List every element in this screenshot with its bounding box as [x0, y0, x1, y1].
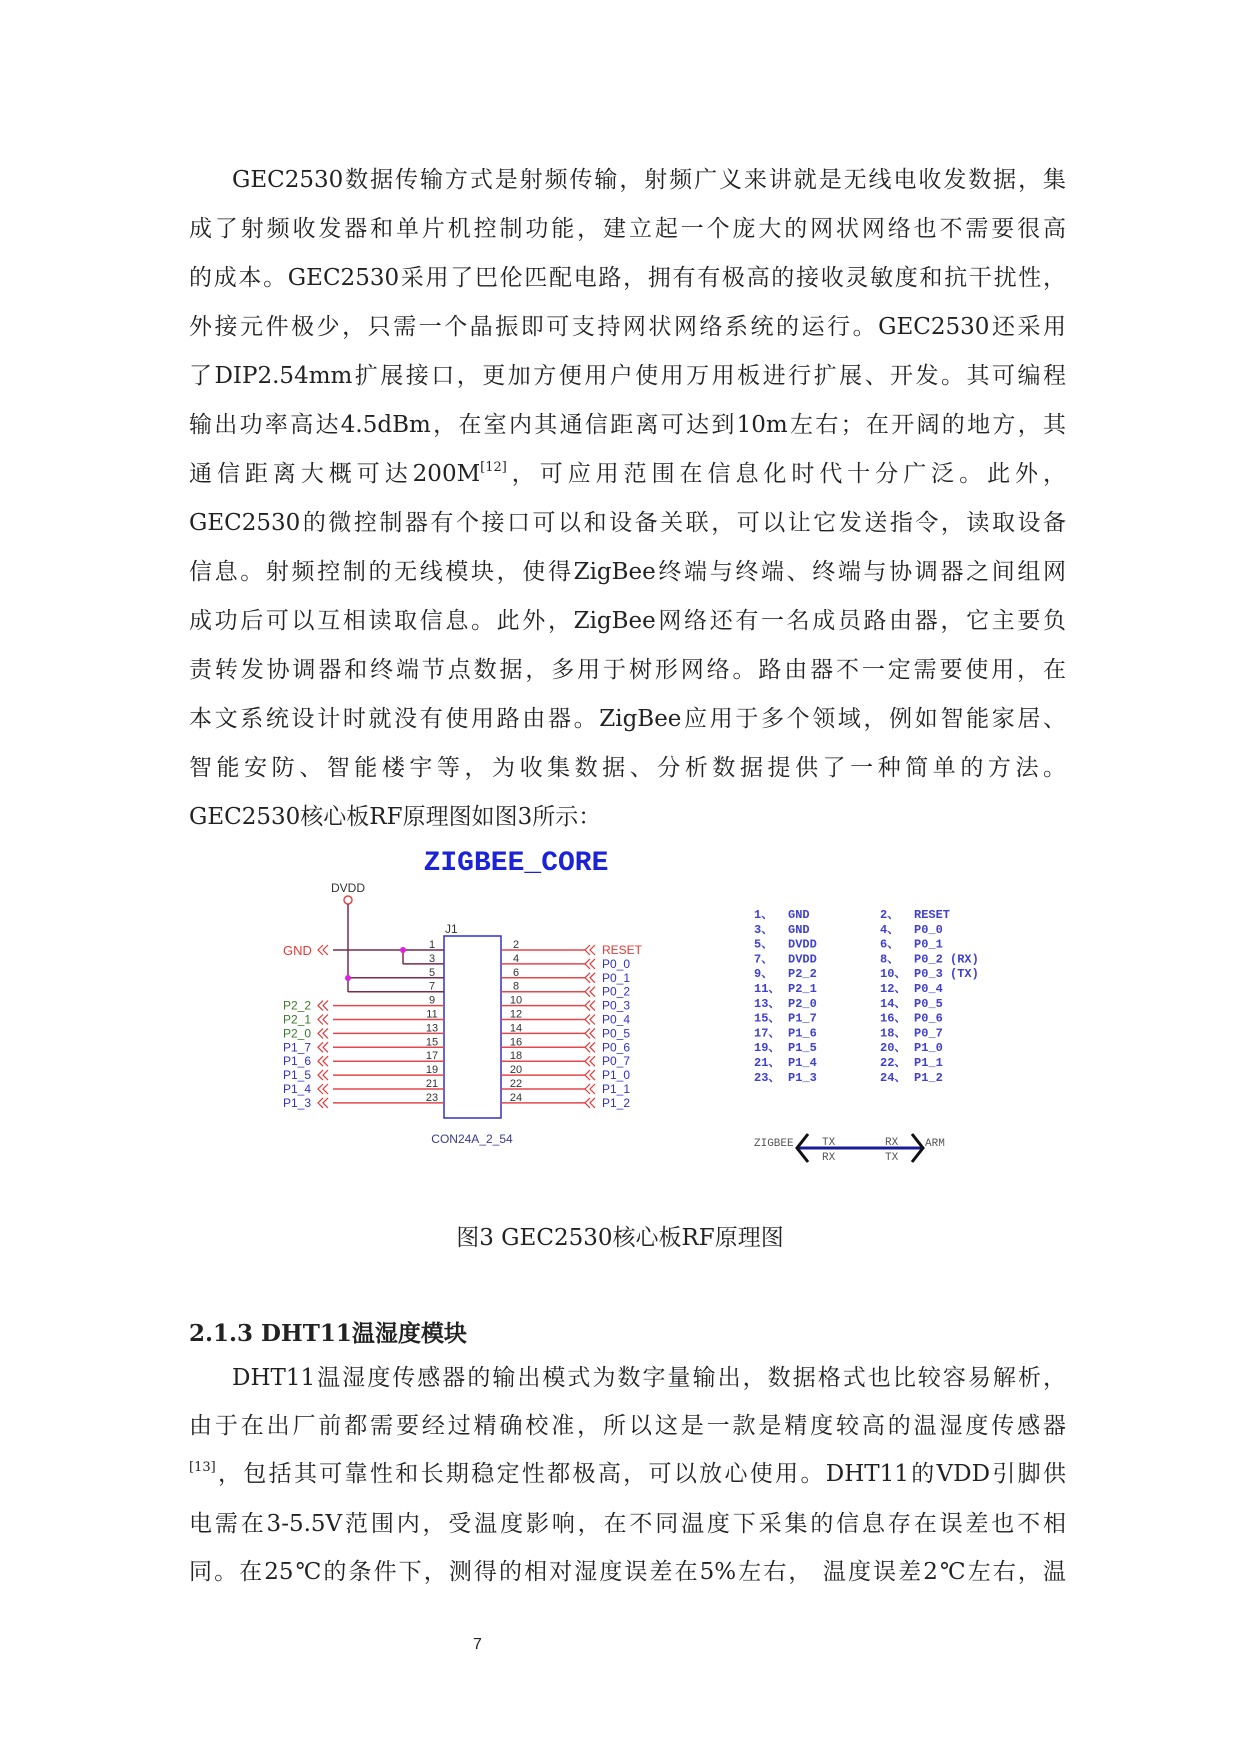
paragraph-line: 本文系统设计时就没有使用路由器。ZigBee应用于多个领域，例如智能家居、	[189, 706, 1066, 732]
net-label: P0_0	[602, 956, 631, 971]
net-label: P0_4	[602, 1012, 631, 1027]
pin-table-cell: 16、	[880, 1011, 907, 1026]
net-port-icon	[318, 1028, 328, 1038]
net-port-icon	[585, 1015, 595, 1025]
pin-table-cell: 2、	[880, 908, 900, 922]
paragraph-line: DHT11温湿度传感器的输出模式为数字量输出，数据格式也比较容易解析，	[232, 1365, 1066, 1391]
pin-number: 2	[512, 939, 520, 951]
pin-table-cell: 13、	[754, 996, 781, 1011]
net-label: P0_6	[602, 1040, 631, 1055]
pin-number: 8	[512, 980, 520, 993]
arm-label: ARM	[925, 1138, 945, 1150]
pin-table-cell: P1_6	[788, 1026, 817, 1041]
pin-table-cell: 11、	[754, 982, 781, 996]
net-label: P2_1	[283, 1012, 312, 1027]
dvdd-label: DVDD	[330, 881, 366, 895]
pin-number: 6	[512, 966, 520, 979]
paragraph-line: 成功后可以互相读取信息。此外，ZigBee网络还有一名成员路由器，它主要负	[189, 608, 1066, 634]
net-port-icon	[585, 987, 595, 997]
net-port-icon	[585, 1042, 595, 1052]
pin-table-cell: P2_0	[788, 996, 817, 1011]
pin-table-cell: P1_7	[788, 1011, 817, 1026]
pin-number: 12	[509, 1008, 523, 1021]
tx-label: TX	[885, 1152, 899, 1164]
ref-designator: J1	[445, 922, 458, 936]
pin-table-cell: P0_3 (TX)	[914, 967, 979, 982]
pin-table-cell: 9、	[754, 967, 774, 982]
text: ，包括其可靠性和长期稳定性都极高，可以放心使用。DHT11的VDD引脚供	[215, 1461, 1066, 1487]
pin-table-cell: 7、	[754, 952, 774, 967]
paragraph-line	[189, 1459, 1066, 1489]
pin-table-cell: P1_3	[788, 1070, 817, 1085]
pin-table-cell: 17、	[754, 1026, 781, 1041]
net-port-icon	[585, 1070, 595, 1080]
pin-table-cell: 23、	[754, 1070, 781, 1085]
net-port-icon	[318, 1015, 328, 1025]
pin-number: 23	[425, 1091, 439, 1104]
part-label: CON24A_2_54	[431, 1132, 513, 1146]
pin-table-cell: 6、	[880, 937, 900, 952]
net-label: P1_5	[283, 1068, 312, 1083]
net-label: P0_2	[602, 984, 631, 999]
pin-table-cell: RESET	[914, 908, 951, 922]
pin-number: 7	[428, 980, 436, 993]
net-port-icon	[318, 1042, 328, 1052]
rx-label: RX	[885, 1137, 899, 1149]
pin-number: 22	[509, 1078, 523, 1090]
pin-number: 15	[425, 1036, 439, 1049]
net-label: P0_1	[602, 970, 631, 985]
rx-label: RX	[822, 1152, 836, 1164]
pin-table-cell: 5、	[754, 937, 774, 952]
paragraph-line: 责转发协调器和终端节点数据，多用于树形网络。路由器不一定需要使用，在	[189, 657, 1066, 683]
net-port-icon	[585, 973, 595, 983]
gnd-label: GND	[283, 943, 312, 958]
pin-table-cell: P0_0	[914, 922, 943, 937]
uart-link-diagram	[754, 1134, 945, 1164]
net-label: P2_2	[283, 998, 312, 1013]
citation: [13]	[189, 1460, 216, 1475]
pin-table-cell: P0_1	[914, 937, 943, 952]
tx-label: TX	[822, 1137, 836, 1149]
figure-caption: 图3 GEC2530核心板RF原理图	[456, 1225, 784, 1251]
paragraph-line: 外接元件极少，只需一个晶振即可支持网状网络系统的运行。GEC2530还采用	[189, 314, 1066, 340]
net-port-icon	[585, 1001, 595, 1011]
section-heading: 2.1.3 DHT11温湿度模块	[189, 1320, 467, 1347]
text: 通信距离大概可达200M	[189, 461, 481, 487]
net-port-icon	[318, 1070, 328, 1080]
figure-title: ZIGBEE_CORE	[423, 848, 609, 879]
junction-dot	[345, 975, 351, 981]
pin-table-cell: 19、	[754, 1041, 781, 1056]
junction-dot	[400, 947, 406, 953]
pin-table-cell: 18、	[880, 1026, 907, 1041]
pin-table-cell: P1_4	[788, 1056, 817, 1070]
net-label: P1_7	[283, 1040, 312, 1055]
pin-table-cell: 3、	[754, 922, 774, 937]
pin-table-cell: P1_2	[914, 1070, 943, 1085]
net-label: P1_2	[602, 1095, 631, 1110]
pin-table-cell: 20、	[880, 1041, 907, 1056]
pin-number: 14	[509, 1022, 523, 1035]
pin-number: 18	[509, 1050, 523, 1063]
paragraph-line: GEC2530数据传输方式是射频传输，射频广义来讲就是无线电收发数据，集	[232, 167, 1066, 193]
net-port-icon	[585, 1028, 595, 1038]
pin-table-cell: P1_0	[914, 1041, 943, 1056]
paragraph-line: 由于在出厂前都需要经过精确校准，所以这是一款是精度较高的温湿度传感器	[189, 1413, 1066, 1439]
net-label: P0_7	[602, 1054, 631, 1069]
net-port-icon	[318, 1084, 328, 1094]
pin-table-cell: P0_2 (RX)	[914, 952, 979, 967]
paragraph-line: GEC2530的微控制器有个接口可以和设备关联，可以让它发送指令，读取设备	[189, 510, 1066, 536]
pin-number: 5	[428, 966, 436, 979]
pin-table-cell: P0_5	[914, 996, 943, 1011]
paragraph-line: 输出功率高达4.5dBm，在室内其通信距离可达到10m左右；在开阔的地方，其	[189, 412, 1066, 438]
pin-table-cell: GND	[788, 908, 810, 922]
pin-table-cell: 8、	[880, 952, 900, 967]
paragraph-line: 了DIP2.54mm扩展接口，更加方便用户使用万用板进行扩展、开发。其可编程	[189, 363, 1066, 389]
pin-number: 19	[425, 1064, 439, 1077]
pin-table-cell: 22、	[880, 1056, 907, 1070]
pin-number: 11	[426, 1008, 438, 1021]
pin-table-cell: 12、	[880, 982, 907, 996]
pin-table-cell: P1_1	[914, 1056, 943, 1070]
net-port-icon	[318, 1056, 328, 1066]
pin-table-cell: 14、	[880, 996, 907, 1011]
net-port-icon	[585, 945, 595, 955]
net-label: P0_3	[602, 998, 631, 1013]
net-label: P2_0	[283, 1026, 312, 1041]
net-port-icon	[318, 945, 328, 955]
citation: [12]	[480, 460, 507, 475]
pin-number: 1	[428, 939, 436, 951]
net-label: P1_4	[283, 1082, 312, 1096]
pin-number: 3	[428, 952, 436, 965]
pin-number: 16	[509, 1036, 523, 1049]
paragraph-line: 电需在3-5.5V范围内，受温度影响，在不同温度下采集的信息存在误差也不相	[189, 1511, 1066, 1537]
paragraph-line: 同。在25℃的条件下，测得的相对湿度误差在5%左右， 温度误差2℃左右，温	[189, 1559, 1066, 1585]
paragraph-line: GEC2530核心板RF原理图如图3所示：	[189, 804, 602, 830]
pin-number: 21	[425, 1078, 439, 1090]
paragraph-line: 成了射频收发器和单片机控制功能，建立起一个庞大的网状网络也不需要很高	[189, 216, 1066, 242]
net-port-icon	[318, 1001, 328, 1011]
pin-table-cell: DVDD	[788, 937, 817, 952]
page-number: 7	[473, 1636, 482, 1653]
pin-table-cell: P2_2	[788, 967, 817, 982]
pin-table-cell: P1_5	[788, 1041, 817, 1056]
net-port-icon	[585, 959, 595, 969]
pin-table-cell: P0_6	[914, 1011, 943, 1026]
pin-table-cell: 21、	[754, 1056, 781, 1070]
pin-number: 20	[509, 1064, 523, 1077]
pin-table-cell: P2_1	[788, 982, 817, 996]
zigbee-label: ZIGBEE	[754, 1138, 794, 1150]
net-label: P1_1	[602, 1082, 631, 1096]
pin-table-cell: P0_7	[914, 1026, 943, 1041]
text: ，可应用范围在信息化时代十分广泛。此外，	[506, 461, 1066, 487]
net-label: P1_3	[283, 1095, 312, 1110]
pin-table-cell: 10、	[880, 967, 907, 982]
paragraph-line: 智能安防、智能楼宇等，为收集数据、分析数据提供了一种简单的方法。	[189, 755, 1066, 781]
pin-table-cell: 15、	[754, 1011, 781, 1026]
net-port-icon	[585, 1098, 595, 1108]
pin-table-cell: GND	[788, 922, 810, 937]
net-label: RESET	[602, 943, 643, 957]
pin-number: 10	[509, 994, 523, 1007]
net-port-icon	[318, 1098, 328, 1108]
net-port-icon	[585, 1084, 595, 1094]
pin-table-cell: P0_4	[914, 982, 943, 996]
pin-number: 9	[428, 994, 436, 1007]
pin-table-cell: 4、	[880, 922, 900, 937]
paragraph-line: 信息。射频控制的无线模块，使得ZigBee终端与终端、终端与协调器之间组网	[189, 559, 1066, 585]
pin-number: 13	[425, 1022, 439, 1035]
net-label: P0_5	[602, 1026, 631, 1041]
net-label: P1_0	[602, 1068, 631, 1083]
paragraph-line: 的成本。GEC2530采用了巴伦匹配电路，拥有有极高的接收灵敏度和抗干扰性，	[189, 265, 1066, 291]
pin-number: 24	[509, 1091, 523, 1104]
dvdd-port-icon	[344, 896, 352, 904]
pin-number: 4	[512, 952, 520, 965]
pin-table-cell: 1、	[754, 908, 774, 922]
pin-number: 17	[425, 1050, 439, 1063]
pin-table-cell: DVDD	[788, 952, 817, 967]
connector-body	[444, 936, 501, 1118]
net-port-icon	[585, 1056, 595, 1066]
pin-table-cell: 24、	[880, 1070, 907, 1085]
net-label: P1_6	[283, 1054, 312, 1069]
